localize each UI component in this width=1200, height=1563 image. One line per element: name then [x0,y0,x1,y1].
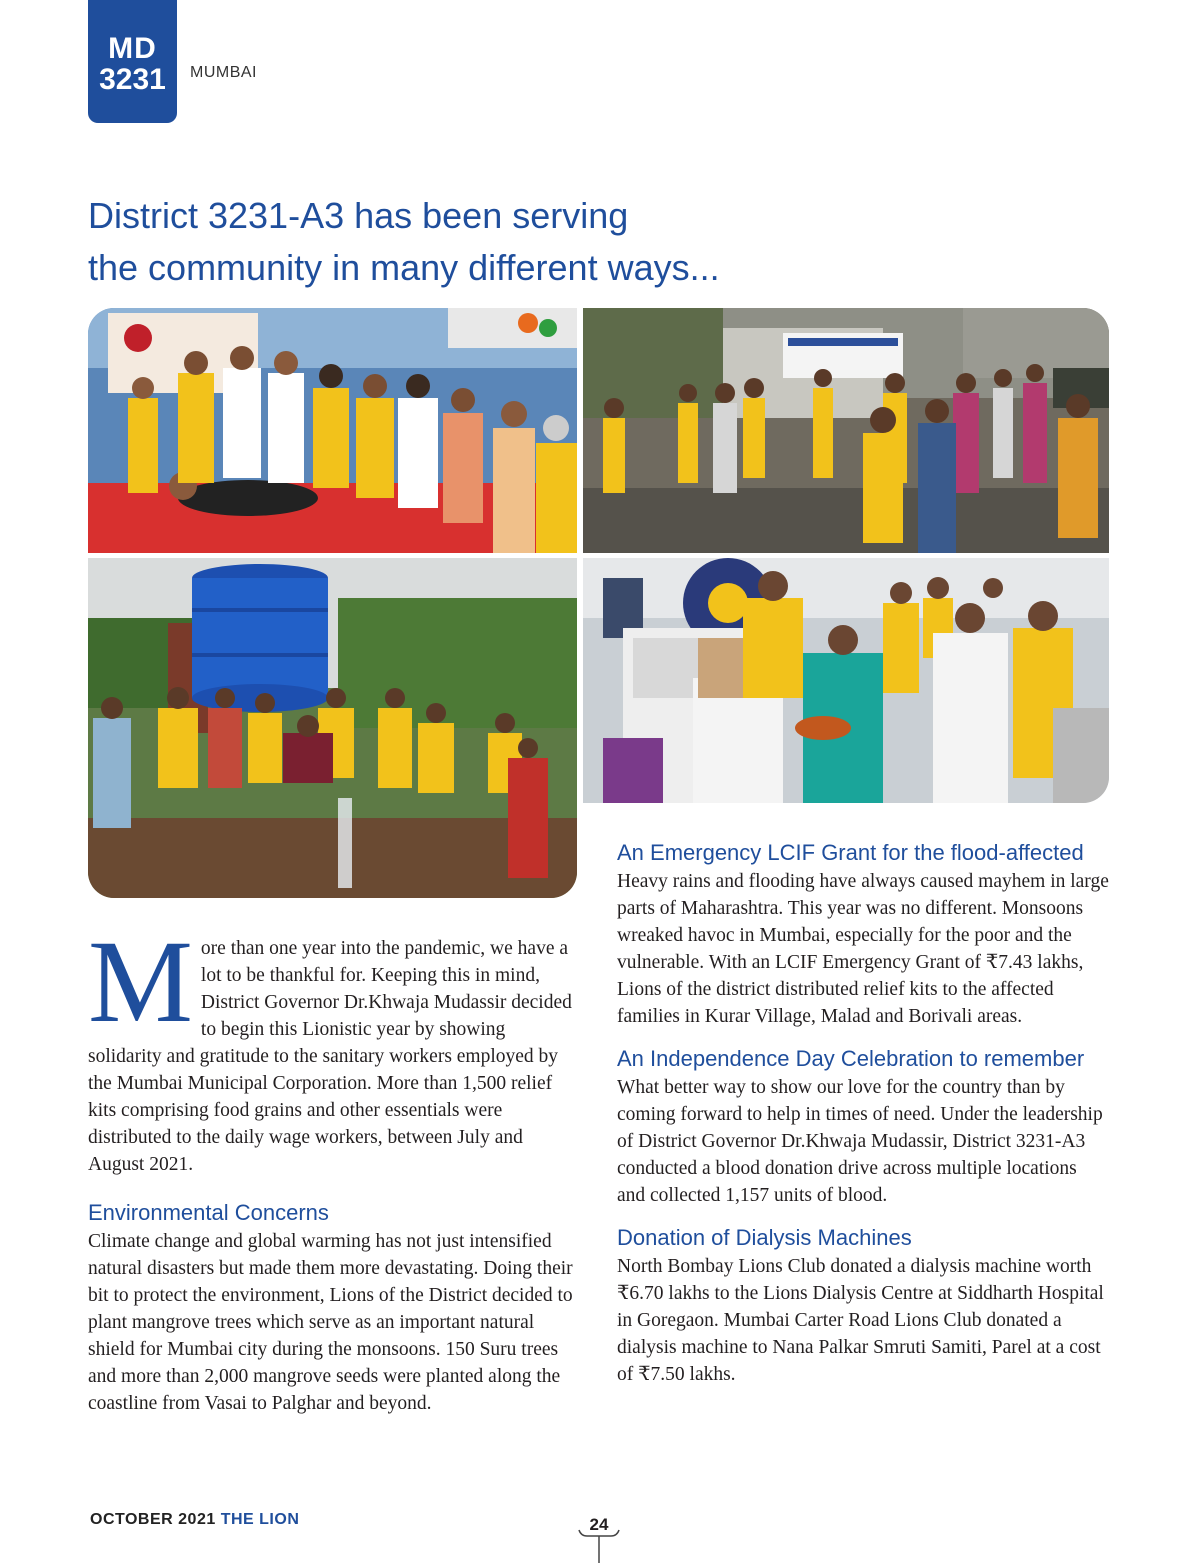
left-column [88,916,580,1417]
paragraph-environmental-concerns: Climate change and global warming has not just intensified natural disasters but made them more devastating. Doing their bit to protect the environment, Lions of the District decided to plant mangrove trees which serve as an important natural shield for Mumbai city during the monsoons. 150 Suru trees and more than 2,000 mangrove seeds were planted along the coastline from Vasai to Palghar and beyond. [88,1231,573,1414]
section-label: MUMBAI [190,64,257,81]
photo-dialysis-machine [583,558,1109,803]
intro-text: ore than one year into the pandemic, we have a lot to be thankful for. Keeping this in mind, District Governor Dr.Khwaja Mudassir decided to begin this Lionistic year by showing solidarity and gratitude to the sanitary workers employed by the Mumbai Municipal Corporation. More than 1,500 relief kits comprising food grains and other essentials were distributed to the daily wage workers, between July and August 2021. [88,938,572,1175]
photo-tree-plantation [88,558,577,898]
heading-independence-day: An Independence Day Celebration to remember [617,1046,1085,1071]
intro-paragraph [88,916,580,1178]
heading-lcif-grant: An Emergency LCIF Grant for the flood-affected [617,840,1084,865]
footer-issue: OCTOBER 2021 [90,1511,216,1528]
page-number-ornament-icon [575,1526,623,1563]
photo-blood-donation [88,308,577,553]
footer-magazine: THE LION [220,1511,300,1528]
footer-issue-line [90,1511,299,1529]
drop-cap: M [88,916,193,1047]
paragraph-lcif-grant: Heavy rains and flooding have always caused mayhem in large parts of Maharashtra. This year was no different. Monsoons wreaked havoc in Mumbai, especially for the poor and the vulnerable. With an LCIF Emergency Grant of ₹7.43 lakhs, Lions of the district distributed relief kits to the affected families in Kurar Village, Malad and Borivali areas. [617,871,1109,1027]
headline-line1: District 3231-A3 has been serving [88,195,629,236]
paragraph-dialysis-machines: North Bombay Lions Club donated a dialysis machine worth ₹6.70 lakhs to the Lions Dialysis Centre at Siddharth Hospital in Goregaon. Mumbai Carter Road Lions Club donated a dialysis machine to Nana Palkar Smruti Samiti, Parel at a cost of ₹7.50 lakhs. [617,1256,1104,1385]
page-number: 24 [589,1515,609,1534]
photo-relief-distribution [583,308,1109,553]
district-tab-line1: MD [108,32,157,65]
district-tab [88,0,177,123]
heading-dialysis-machines: Donation of Dialysis Machines [617,1225,912,1250]
district-tab-line2: 3231 [99,63,166,96]
headline-line2: the community in many different ways... [88,247,720,288]
right-column [617,838,1109,1388]
paragraph-independence-day: What better way to show our love for the country than by coming forward to help in times of need. Under the leadership of District Governor Dr.Khwaja Mudassir, District 3231-A3 conducted a blood donation drive across multiple locations and collected 1,157 units of blood. [617,1077,1103,1206]
heading-environmental-concerns: Environmental Concerns [88,1200,329,1225]
page-headline [88,190,848,294]
